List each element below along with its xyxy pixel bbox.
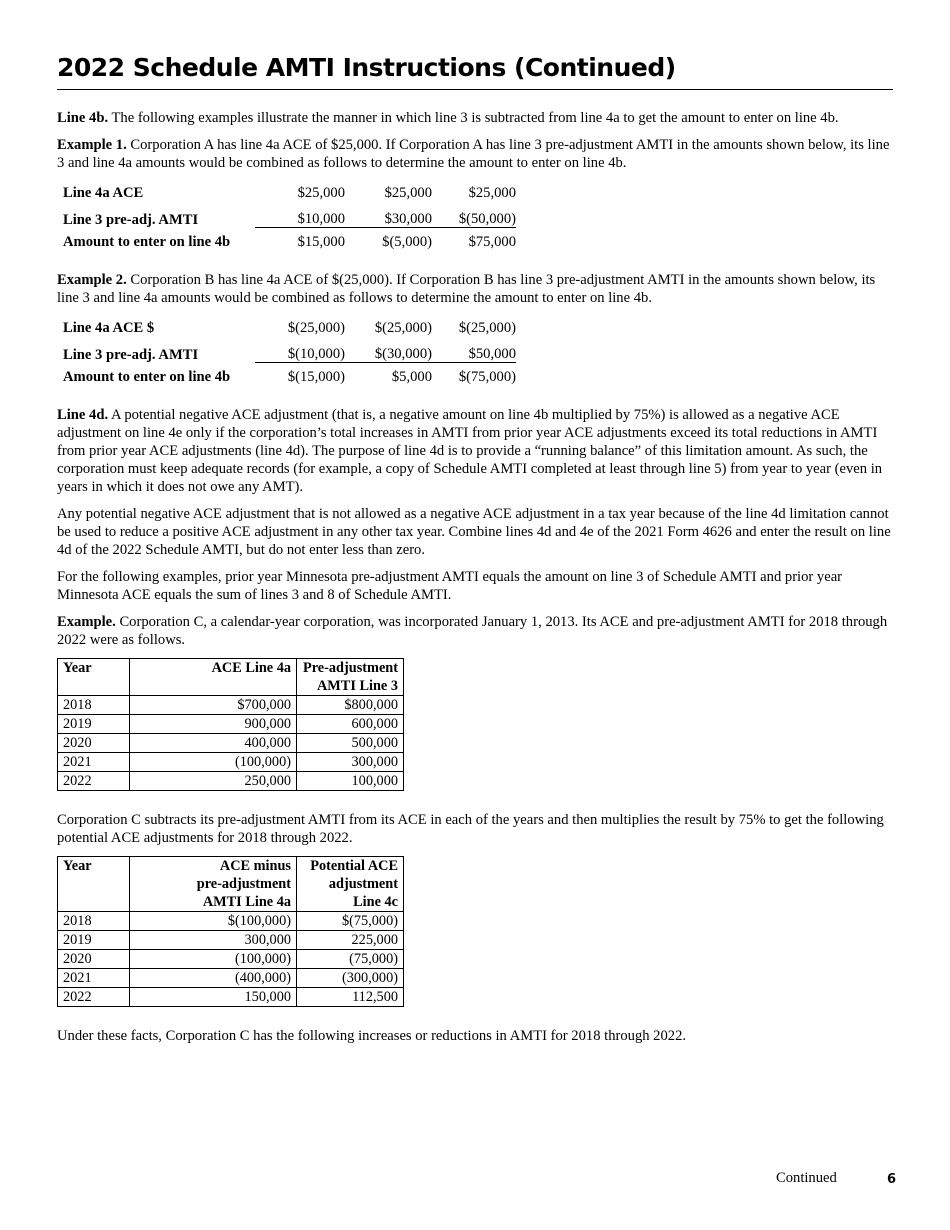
value-cell: $(25,000) <box>458 320 516 336</box>
table-row <box>58 931 404 950</box>
year-cell: 2019 <box>58 931 130 950</box>
line4d-text: A potential negative ACE adjustment (that is, a negative amount on line 4b multiplied by 75%) is allowed as a negative ACE adjustment on line 4e only if the corporation’s total increases in AMTI from prior year ACE adjustments exceed its total reductions in AMTI from prior year ACE adjustments (line 4d). The purpose of line 4d is to provide a “running balance” of this limitation amount. As such, the corporation must keep adequate records (for example, a copy of Schedule AMTI completed at least through line 5) from year to year (even in years in which it does not owe any AMT). <box>57 407 883 495</box>
line4d-label: Line 4d. <box>57 407 109 423</box>
example1-row <box>63 184 516 211</box>
table-row <box>58 988 404 1007</box>
value-cell: $(5,000) <box>382 234 432 250</box>
example2-text: Corporation B has line 4a ACE of $(25,000). If Corporation B has line 3 pre-adjustment AMTI in the amounts shown below, its line 3 and line 4a amounts would be combined as follows to determine the amount to enter on line 4b. <box>57 272 876 306</box>
row-label: Line 3 pre-adj. AMTI <box>63 212 199 228</box>
table-row <box>58 715 404 734</box>
adj-cell: 112,500 <box>297 988 404 1007</box>
year-cell: 2019 <box>58 715 130 734</box>
diff-cell: (100,000) <box>130 950 297 969</box>
table-row <box>58 772 404 791</box>
value-cell: $15,000 <box>297 234 345 250</box>
diff-cell: (400,000) <box>130 969 297 988</box>
example3-paragraph <box>57 613 893 649</box>
value-cell: $75,000 <box>468 234 516 250</box>
example1-text: Corporation A has line 4a ACE of $25,000. If Corporation A has line 3 pre-adjustment AMTI in the amounts shown below, its line 3 and line 4a amounts would be combined as follows to determine the amount to enter on line 4b. <box>57 137 890 171</box>
value-cell: $(15,000) <box>287 369 345 385</box>
example1-row <box>63 211 516 233</box>
document-page <box>57 0 893 1045</box>
table-row <box>58 753 404 772</box>
header-year: Year <box>58 857 130 912</box>
page-number: 6 <box>887 1172 897 1187</box>
example2-paragraph <box>57 271 893 307</box>
example1-row <box>63 233 516 251</box>
line4b-text: The following examples illustrate the manner in which line 3 is subtracted from line 4a to get the amount to enter on line 4b. <box>111 110 839 126</box>
ace-preadjustment-table <box>57 658 404 791</box>
header-potential-ace: Potential ACE adjustment Line 4c <box>297 857 404 912</box>
line4b-label: Line 4b. <box>57 110 109 126</box>
pre-cell: 100,000 <box>297 772 404 791</box>
ace-cell: 400,000 <box>130 734 297 753</box>
value-cell: $25,000 <box>297 185 345 201</box>
table-header-row <box>58 659 404 696</box>
pre-cell: $800,000 <box>297 696 404 715</box>
subtracts-paragraph: Corporation C subtracts its pre-adjustment AMTI from its ACE in each of the years and then multiplies the result by 75% to get the following potential ACE adjustments for 2018 through 2022. <box>57 812 884 846</box>
following-examples-paragraph: For the following examples, prior year Minnesota pre-adjustment AMTI equals the amount on line 3 of Schedule AMTI and prior year Minnesota ACE equals the sum of lines 3 and 8 of Schedule AMTI. <box>57 569 843 603</box>
value-cell: $25,000 <box>384 185 432 201</box>
example2-row <box>63 319 516 346</box>
header-ace: ACE Line 4a <box>130 659 297 696</box>
pre-cell: 500,000 <box>297 734 404 753</box>
under-facts-paragraph: Under these facts, Corporation C has the following increases or reductions in AMTI for 2018 through 2022. <box>57 1028 687 1044</box>
example3-text: Corporation C, a calendar-year corporation, was incorporated January 1, 2013. Its ACE and pre-adjustment AMTI for 2018 through 2022 were as follows. <box>57 614 888 648</box>
continued-label: Continued <box>776 1170 837 1186</box>
value-cell: $50,000 <box>432 346 516 363</box>
value-cell: $(10,000) <box>255 346 345 363</box>
year-cell: 2018 <box>58 912 130 931</box>
value-cell: $(25,000) <box>374 320 432 336</box>
year-cell: 2022 <box>58 772 130 791</box>
example2-row <box>63 346 516 368</box>
potential-ace-adjustment-table <box>57 856 404 1007</box>
ace-cell: 250,000 <box>130 772 297 791</box>
row-label: Line 4a ACE $ <box>63 320 155 336</box>
example2-label: Example 2. <box>57 272 127 288</box>
ace-cell: $700,000 <box>130 696 297 715</box>
row-label: Amount to enter on line 4b <box>63 234 231 250</box>
value-cell: $10,000 <box>255 211 345 228</box>
diff-cell: $(100,000) <box>130 912 297 931</box>
table-row <box>58 912 404 931</box>
year-cell: 2021 <box>58 753 130 772</box>
adj-cell: $(75,000) <box>297 912 404 931</box>
value-cell: $25,000 <box>468 185 516 201</box>
table-row <box>58 696 404 715</box>
diff-cell: 150,000 <box>130 988 297 1007</box>
ace-cell: (100,000) <box>130 753 297 772</box>
value-cell: $30,000 <box>345 211 432 228</box>
row-label: Line 3 pre-adj. AMTI <box>63 347 199 363</box>
row-label: Line 4a ACE <box>63 185 144 201</box>
table-header-row <box>58 857 404 912</box>
value-cell: $(25,000) <box>287 320 345 336</box>
example1-paragraph <box>57 136 893 172</box>
adj-cell: (75,000) <box>297 950 404 969</box>
year-cell: 2021 <box>58 969 130 988</box>
line4d-paragraph <box>57 406 893 496</box>
year-cell: 2020 <box>58 950 130 969</box>
line4b-paragraph <box>57 109 893 127</box>
adj-cell: (300,000) <box>297 969 404 988</box>
pre-cell: 300,000 <box>297 753 404 772</box>
example2-row <box>63 368 516 386</box>
header-preadjustment: Pre-adjustment AMTI Line 3 <box>297 659 404 696</box>
potential-negative-paragraph: Any potential negative ACE adjustment that is not allowed as a negative ACE adjustment in a tax year because of the line 4d limitation cannot be used to reduce a positive ACE adjustment in any other tax year. Combine lines 4d and 4e of the 2021 Form 4626 and enter the result on line 4d of the 2022 Schedule AMTI, but do not enter less than zero. <box>57 506 891 558</box>
page-title: 2022 Schedule AMTI Instructions (Continued) <box>57 53 676 82</box>
value-cell: $(50,000) <box>432 211 516 228</box>
header-ace-minus: ACE minus pre-adjustment AMTI Line 4a <box>130 857 297 912</box>
year-cell: 2022 <box>58 988 130 1007</box>
value-cell: $(30,000) <box>345 346 432 363</box>
pre-cell: 600,000 <box>297 715 404 734</box>
example1-table <box>63 184 516 251</box>
diff-cell: 300,000 <box>130 931 297 950</box>
example1-label: Example 1. <box>57 137 127 153</box>
value-cell: $5,000 <box>391 369 432 385</box>
header-year: Year <box>58 659 130 696</box>
title-rule <box>57 89 893 90</box>
adj-cell: 225,000 <box>297 931 404 950</box>
value-cell: $(75,000) <box>458 369 516 385</box>
table-row <box>58 734 404 753</box>
example3-label: Example. <box>57 614 116 630</box>
table-row <box>58 950 404 969</box>
ace-cell: 900,000 <box>130 715 297 734</box>
year-cell: 2018 <box>58 696 130 715</box>
row-label: Amount to enter on line 4b <box>63 369 231 385</box>
table-row <box>58 969 404 988</box>
year-cell: 2020 <box>58 734 130 753</box>
page-footer <box>0 1169 950 1189</box>
example2-table <box>63 319 516 386</box>
